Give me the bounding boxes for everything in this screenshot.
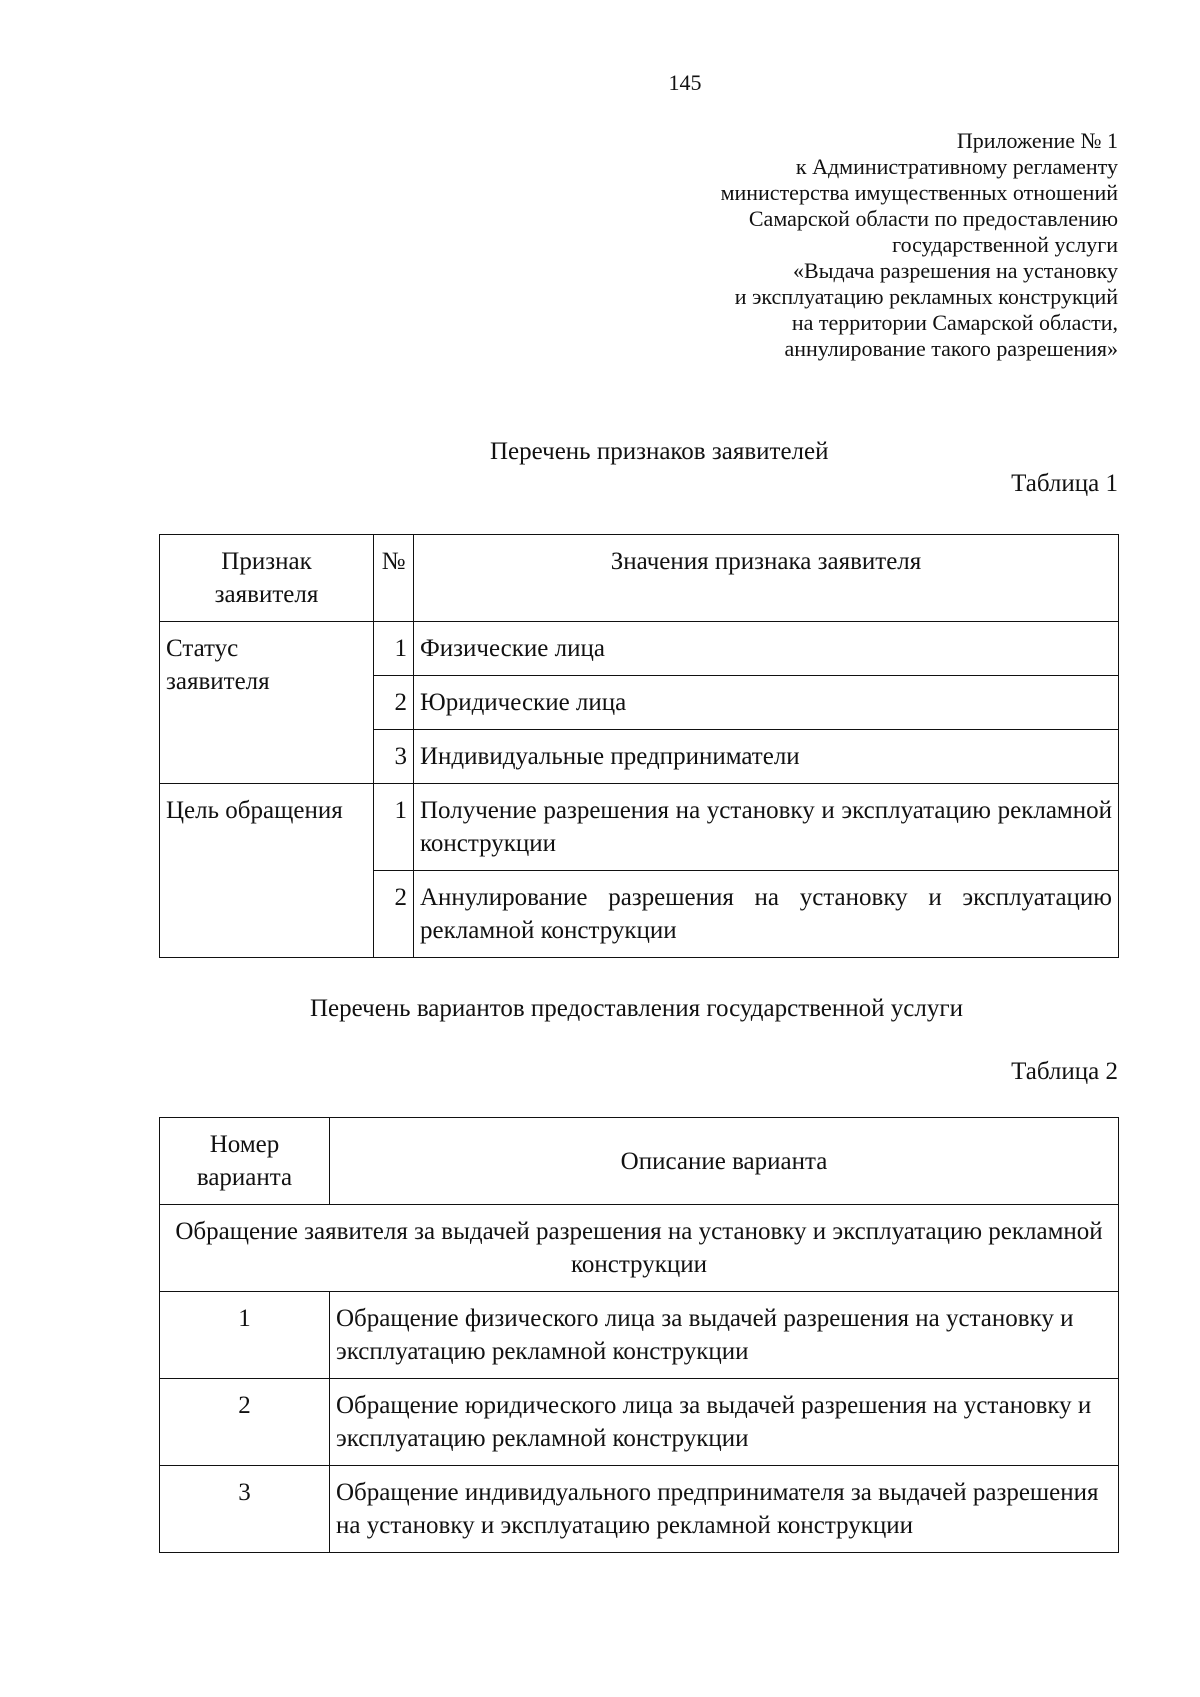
- header-variant-number-line1: Номер: [209, 1131, 280, 1158]
- appendix-line: и эксплуатацию рекламных конструкций: [734, 284, 1118, 309]
- page-number: 145: [668, 70, 702, 95]
- header-attribute-line2: заявителя: [214, 581, 319, 608]
- appendix-line: государственной услуги: [892, 232, 1118, 257]
- table1-label: Таблица 1: [1011, 470, 1118, 497]
- table2-title: Перечень вариантов предоставления государственной услуги: [310, 995, 963, 1022]
- attribute-line2: заявителя: [166, 668, 270, 695]
- table-row: [160, 1292, 1119, 1379]
- header-variant-number-line2: варианта: [196, 1164, 293, 1191]
- row-value: Юридические лица: [414, 676, 1119, 730]
- table-row: [160, 622, 1119, 676]
- table-header-row: [160, 1118, 1119, 1205]
- appendix-line: на территории Самарской области,: [791, 310, 1118, 335]
- row-number: 2: [374, 871, 414, 958]
- row-value: Аннулирование разрешения на установку и эксплуатацию рекламной конструкции: [414, 871, 1119, 958]
- header-variant-description: Описание варианта: [330, 1118, 1119, 1205]
- variant-description: Обращение индивидуального предпринимателя за выдачей разрешения на установку и эксплуатацию рекламной конструкции: [330, 1466, 1119, 1553]
- header-value: Значения признака заявителя: [414, 535, 1119, 622]
- row-number: 1: [374, 784, 414, 871]
- appendix-line: «Выдача разрешения на установку: [793, 258, 1118, 283]
- row-value: Физические лица: [414, 622, 1119, 676]
- group-title: Обращение заявителя за выдачей разрешения на установку и эксплуатацию рекламной конструкции: [160, 1205, 1119, 1292]
- group-row: [160, 1205, 1119, 1292]
- appendix-line: аннулирование такого разрешения»: [784, 336, 1118, 361]
- header-number: №: [374, 535, 414, 622]
- table1-title: Перечень признаков заявителей: [490, 438, 829, 465]
- row-value: Индивидуальные предприниматели: [414, 730, 1119, 784]
- variant-description: Обращение юридического лица за выдачей разрешения на установку и эксплуатацию рекламной конструкции: [330, 1379, 1119, 1466]
- variant-description: Обращение физического лица за выдачей разрешения на установку и эксплуатацию рекламной конструкции: [330, 1292, 1119, 1379]
- appendix-line: Приложение № 1: [956, 128, 1118, 153]
- row-number: 2: [374, 676, 414, 730]
- variant-number: 3: [160, 1466, 330, 1553]
- appendix-line: к Административному регламенту: [795, 154, 1118, 179]
- row-number: 1: [374, 622, 414, 676]
- appendix-header: [721, 128, 1118, 362]
- appendix-line: министерства имущественных отношений: [720, 180, 1118, 205]
- attribute-cell: [160, 784, 374, 958]
- attribute-cell: [160, 622, 374, 784]
- table-row: [160, 1466, 1119, 1553]
- applicant-attributes-table: [159, 534, 1119, 958]
- service-variants-table: [159, 1117, 1119, 1553]
- header-attribute-line1: Признак: [221, 548, 312, 575]
- attribute-line1: Цель обращения: [166, 797, 343, 824]
- table-row: [160, 1379, 1119, 1466]
- table2-label: Таблица 2: [1011, 1058, 1118, 1085]
- header-attribute: [160, 535, 374, 622]
- variant-number: 1: [160, 1292, 330, 1379]
- table-header-row: [160, 535, 1119, 622]
- row-value: Получение разрешения на установку и эксплуатацию рекламной конструкции: [414, 784, 1119, 871]
- header-variant-number: [160, 1118, 330, 1205]
- variant-number: 2: [160, 1379, 330, 1466]
- table-row: [160, 784, 1119, 871]
- row-number: 3: [374, 730, 414, 784]
- attribute-line1: Статус: [166, 635, 239, 662]
- appendix-line: Самарской области по предоставлению: [748, 206, 1118, 231]
